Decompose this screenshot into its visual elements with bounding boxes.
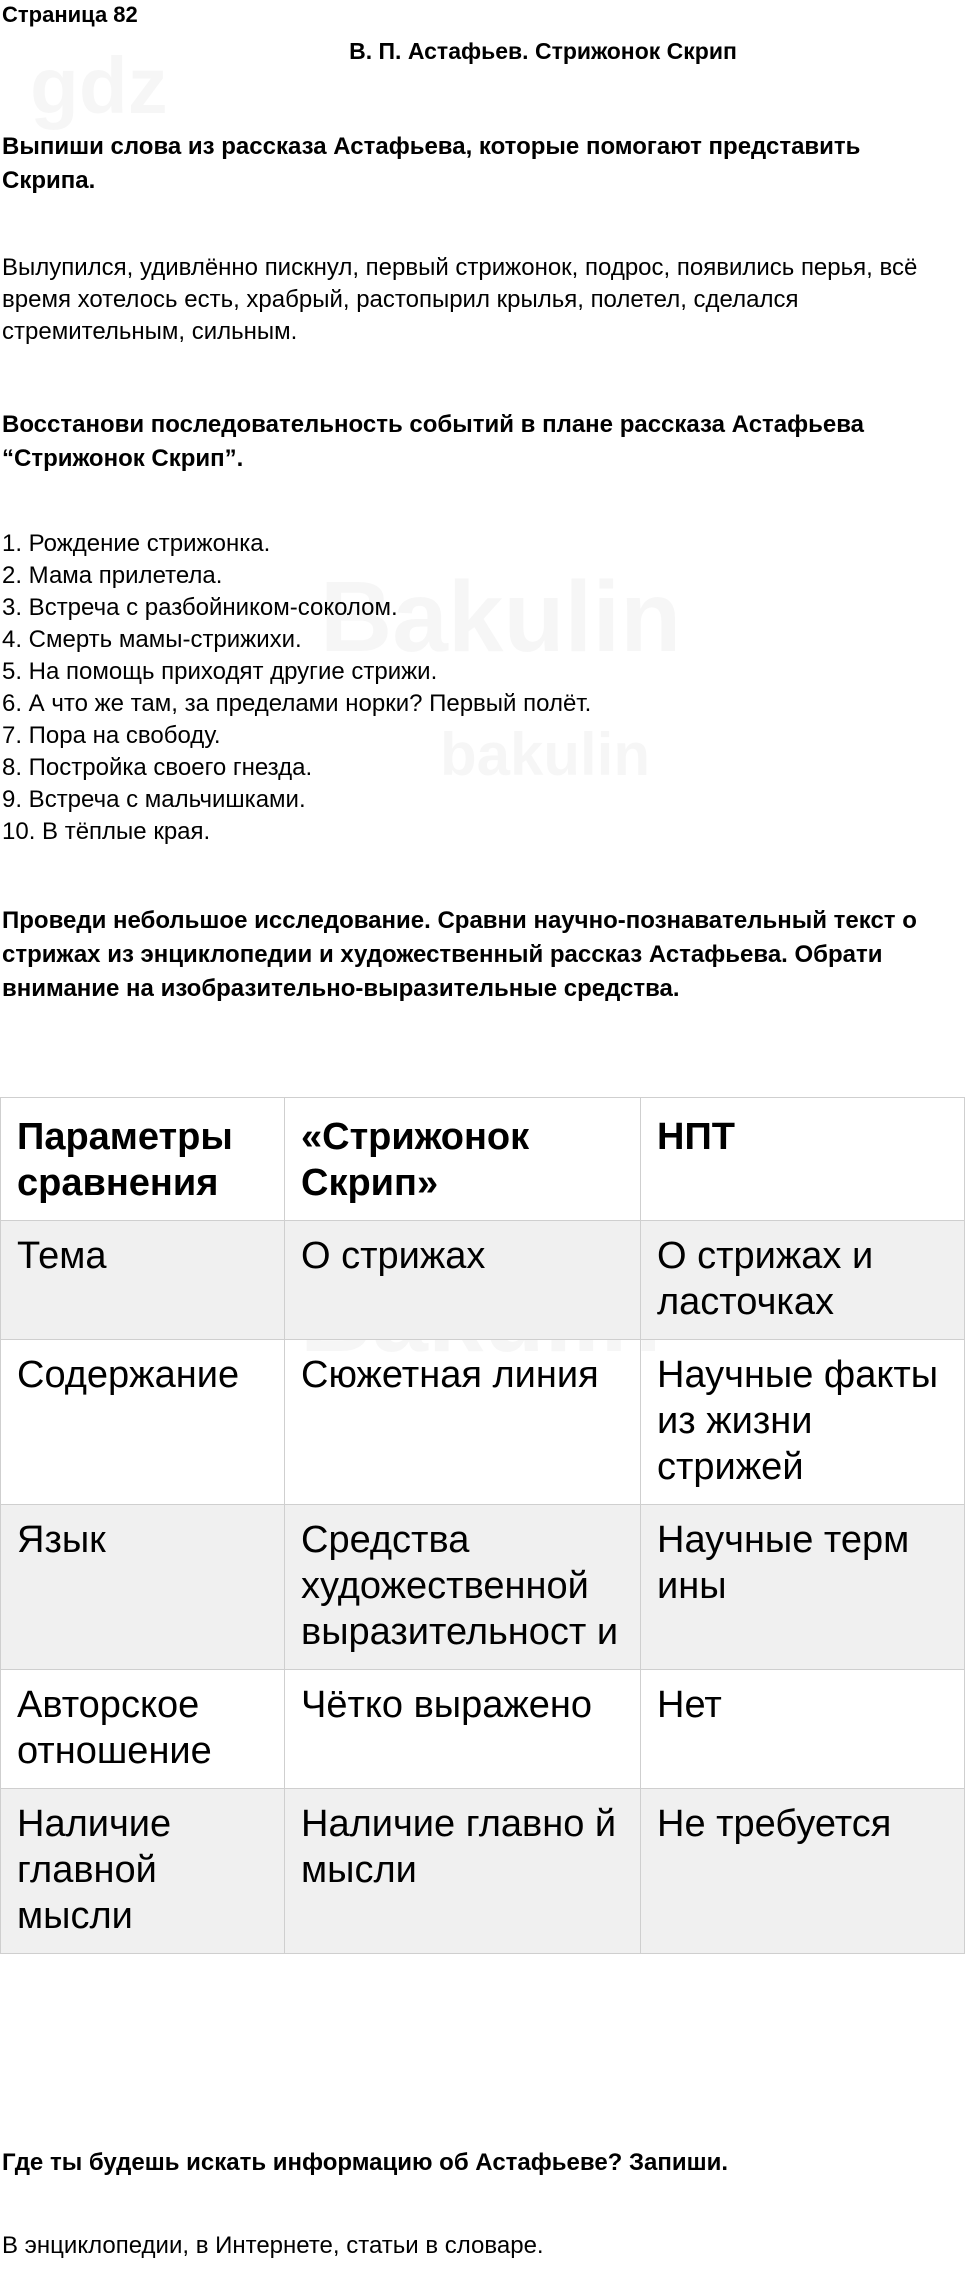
task1-question: Выпиши слова из рассказа Астафьева, которые помогают представить Скрипа.	[2, 133, 861, 194]
list-item: 6. А что же там, за пределами норки? Первый полёт.	[2, 690, 592, 717]
table-cell: Содержание	[1, 1340, 285, 1505]
list-item: 2. Мама прилетела.	[2, 562, 223, 589]
list-item: 10. В тёплые края.	[2, 818, 211, 845]
table-cell: О стрижах и ласточках	[641, 1221, 965, 1340]
table-cell: Язык	[1, 1505, 285, 1670]
task4-question: Где ты будешь искать информацию об Астафьеве? Запиши.	[2, 2149, 729, 2176]
table-row	[1, 1670, 965, 1789]
table-header-row	[1, 1098, 965, 1221]
list-item: 1. Рождение стрижонка.	[2, 530, 271, 557]
task3-question: Проведи небольшое исследование. Сравни научно-познавательный текст о стрижах из энциклопедии и художественный рассказ Астафьева. Обрати внимание на изобразительно-выразительные средства.	[2, 907, 917, 1002]
column-header: «Стрижонок Скрип»	[285, 1098, 641, 1221]
task1-answer: Вылупился, удивлённо пискнул, первый стрижонок, подрос, появились перья, всё время хотелось есть, храбрый, растопырил крылья, полетел, сделался стремительным, сильным.	[2, 254, 918, 345]
page-title: В. П. Астафьев. Стрижонок Скрип	[349, 38, 737, 64]
list-item: 9. Встреча с мальчишками.	[2, 786, 306, 813]
table-cell: Чётко выражено	[285, 1670, 641, 1789]
task4-answer: В энциклопедии, в Интернете, статьи в словаре.	[2, 2232, 544, 2259]
list-item: 3. Встреча с разбойником-соколом.	[2, 594, 398, 621]
page-label: Страница 82	[2, 2, 138, 27]
table-cell: Нет	[641, 1670, 965, 1789]
table-cell: Авторское отношение	[1, 1670, 285, 1789]
list-item: 8. Постройка своего гнезда.	[2, 754, 313, 781]
comparison-table	[0, 1097, 965, 1954]
table-cell: Сюжетная линия	[285, 1340, 641, 1505]
table-cell: Научные терм ины	[641, 1505, 965, 1670]
table-row	[1, 1789, 965, 1954]
column-header: НПТ	[641, 1098, 965, 1221]
task2-question: Восстанови последовательность событий в плане рассказа Астафьева “Стрижонок Скрип”.	[2, 411, 865, 472]
list-item: 7. Пора на свободу.	[2, 722, 221, 749]
table-row	[1, 1340, 965, 1505]
table-cell: Научные факты из жизни стрижей	[641, 1340, 965, 1505]
list-item: 5. На помощь приходят другие стрижи.	[2, 658, 438, 685]
table-cell: Не требуется	[641, 1789, 965, 1954]
table-cell: Тема	[1, 1221, 285, 1340]
table-row	[1, 1221, 965, 1340]
column-header: Параметры сравнения	[1, 1098, 285, 1221]
table-row	[1, 1505, 965, 1670]
plan-list	[2, 528, 591, 848]
list-item: 4. Смерть мамы-стрижихи.	[2, 626, 302, 653]
table-cell: Средства художественной выразительност и	[285, 1505, 641, 1670]
table-cell: О стрижах	[285, 1221, 641, 1340]
table-cell: Наличие главно й мысли	[285, 1789, 641, 1954]
table-cell: Наличие главной мысли	[1, 1789, 285, 1954]
